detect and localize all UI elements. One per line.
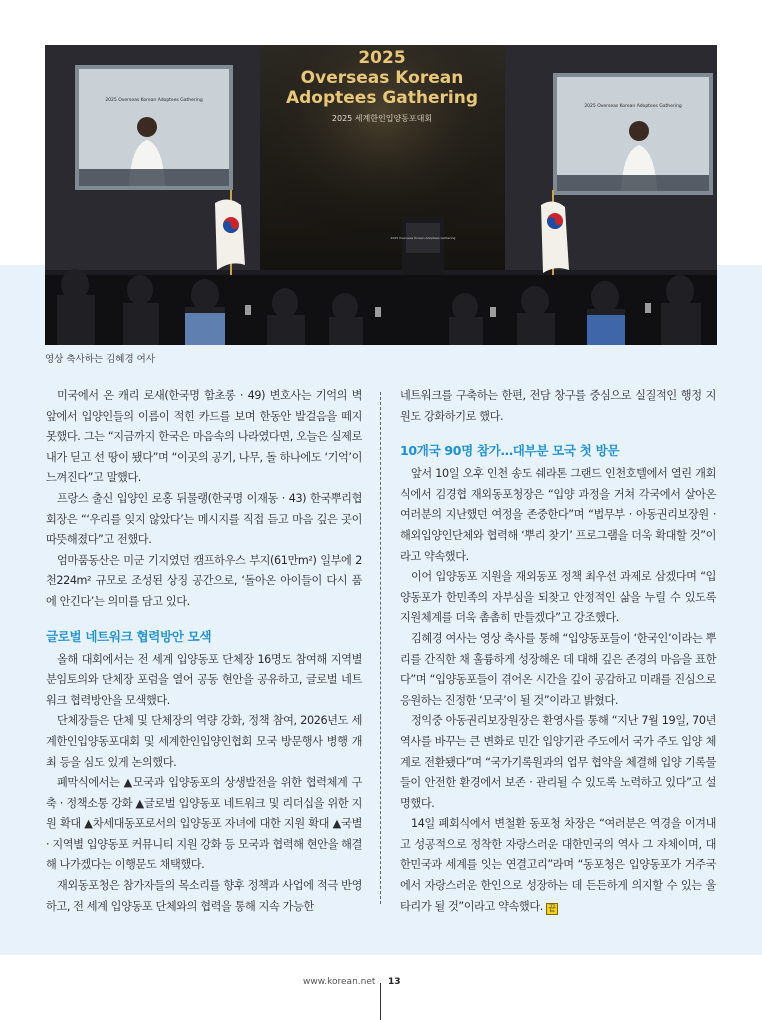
paragraph: 미국에서 온 캐리 로새(한국명 함초롱 · 49) 변호사는 기억의 벽 앞에서 입양인들의 이름이 적힌 카드를 보며 한동안 발걸음을 떼지 못했다. 그는 “지금까지 한국은 마음속의 나라였다면, 오늘은 실제로 내가 딛고 선 땅이 됐다”며 “이곳의 공기, 나무, 돌 하나에도 ‘기억’이 느껴진다”고 말했다. — [46, 389, 362, 485]
column-divider — [380, 392, 381, 904]
paragraph: 엄마품동산은 미군 기지였던 캠프하우스 부지(61만m²) 일부에 2천224m² 규모로 조성된 상징 공간으로, ‘돌아온 아이들이 다시 품에 안긴다’는 의미를 담고 있다. — [46, 553, 362, 608]
section-heading: 글로벌 네트워크 협력방안 모색 — [46, 628, 212, 644]
footer-url: www.korean.net — [303, 977, 376, 987]
left-screen-title: 2025 Overseas Korean Adoptees Gathering — [105, 98, 203, 103]
section-heading: 10개국 90명 참가…대부분 모국 첫 방문 — [400, 443, 620, 459]
paragraph: 프랑스 출신 입양인 로홍 뒤물랭(한국명 이재동 · 43) 한국뿌리협회장은 “‘우리를 잊지 않았다’는 메시지를 직접 듣고 마음 깊은 곳이 따뜻해졌다”고 전했다. — [46, 491, 362, 547]
paragraph: 올해 대회에서는 전 세계 입양동포 단체장 16명도 참여해 지역별 분임토의와 단체장 포럼을 열어 공동 현안을 공유하고, 글로벌 네트워크 협력방안을 모색했다. — [46, 652, 362, 707]
right-screen-title: 2025 Overseas Korean Adoptees Gathering — [584, 104, 682, 109]
photo-title-korean: 2025 세계한인입양동포대회 — [331, 114, 433, 123]
photo-title-line1: Overseas Korean — [300, 68, 464, 88]
podium-text: 2025 Overseas Korean Adoptees Gathering — [390, 236, 456, 240]
photo-title-year: 2025 — [358, 48, 406, 68]
event-photo — [45, 45, 717, 345]
paragraph: 14일 폐회식에서 변철환 동포청 차장은 “여러분은 역경을 이겨내고 성공적으로 정착한 자랑스러운 대한민국의 역사 그 자체이며, 대한민국과 세계를 잇는 연결고리”라며 “동포청은 입양동포가 거주국에서 자랑스러운 한인으로 성장하는 데 든든하게 의지할 수 있는 울타리가 될 것”이라고 약속했다. 끝 — [400, 817, 716, 913]
photo-title-line2: Adoptees Gathering — [285, 88, 479, 108]
article-left-column — [46, 386, 362, 917]
paragraph: 단체장들은 단체 및 단체장의 역량 강화, 정책 참여, 2026년도 세계한인입양동포대회 및 세계한인입양인협회 모국 방문행사 병행 개최 등을 심도 있게 논의했다. — [46, 714, 362, 769]
paragraph: 재외동포청은 참가자들의 목소리를 향후 정책과 사업에 적극 반영하고, 전 세계 입양동포 단체와의 협력을 통해 지속 가능한 — [46, 879, 362, 913]
photo-caption: 영상 축사하는 김혜경 여사 — [45, 354, 156, 365]
paragraph: 폐막식에서는 ▲모국과 입양동포의 상생발전을 위한 협력체계 구축 · 정책소통 강화 ▲글로벌 입양동포 네트워크 및 리더십을 위한 지원 확대 ▲차세대동포로서의 입양동포 자녀에 대한 지원 확대 ▲국별 · 지역별 입양동포 커뮤니티 지원 강화 등 모국과 협력해 현안을 해결해 나가겠다는 이행문도 채택했다. — [46, 776, 362, 872]
end-mark-icon: 끝 — [546, 903, 558, 915]
paragraph: 네트워크를 구축하는 한편, 전담 창구를 중심으로 실질적인 행정 지원도 강화하기로 했다. — [400, 389, 716, 423]
paragraph: 정익중 아동권리보장원장은 환영사를 통해 “지난 7월 19일, 70년 역사를 바꾸는 큰 변화로 민간 입양기관 주도에서 국가 주도 입양 체계로 전환됐다”며 “국가기록원과의 업무 협약을 체결해 입양 기록물들이 안전한 환경에서 보존 · 관리될 수 있도록 노력하고 있다”고 설명했다. — [400, 714, 716, 810]
paragraph: 김혜경 여사는 영상 축사를 통해 “입양동포들이 ‘한국인’이라는 뿌리를 간직한 채 훌륭하게 성장해온 데 대해 깊은 존경의 마음을 표한다”며 “입양동포들이 겪어온 시간을 깊이 공감하고 미래를 진심으로 응원하는 진정한 ‘모국’이 될 것”이라고 밝혔다. — [400, 631, 716, 707]
paragraph: 앞서 10일 오후 인천 송도 쉐라톤 그랜드 인천호텔에서 열린 개회식에서 김경협 재외동포청장은 “입양 과정을 거쳐 각국에서 살아온 여러분의 지난했던 여정을 존중한다”며 “법무부 · 아동권리보장원 · 해외입양인단체와 협력해 ‘뿌리 찾기’ 프로그램을 더욱 확대할 것”이라고 약속했다. — [400, 467, 716, 563]
article-right-column — [400, 386, 716, 917]
footer-divider — [380, 983, 381, 1020]
page-number: 13 — [388, 977, 401, 987]
paragraph: 이어 입양동포 지원을 재외동포 정책 최우선 과제로 삼겠다며 “입양동포가 한민족의 자부심을 되찾고 안정적인 삶을 누릴 수 있도록 지원체계를 더욱 촘촘히 만들겠다”고 강조했다. — [400, 570, 716, 625]
